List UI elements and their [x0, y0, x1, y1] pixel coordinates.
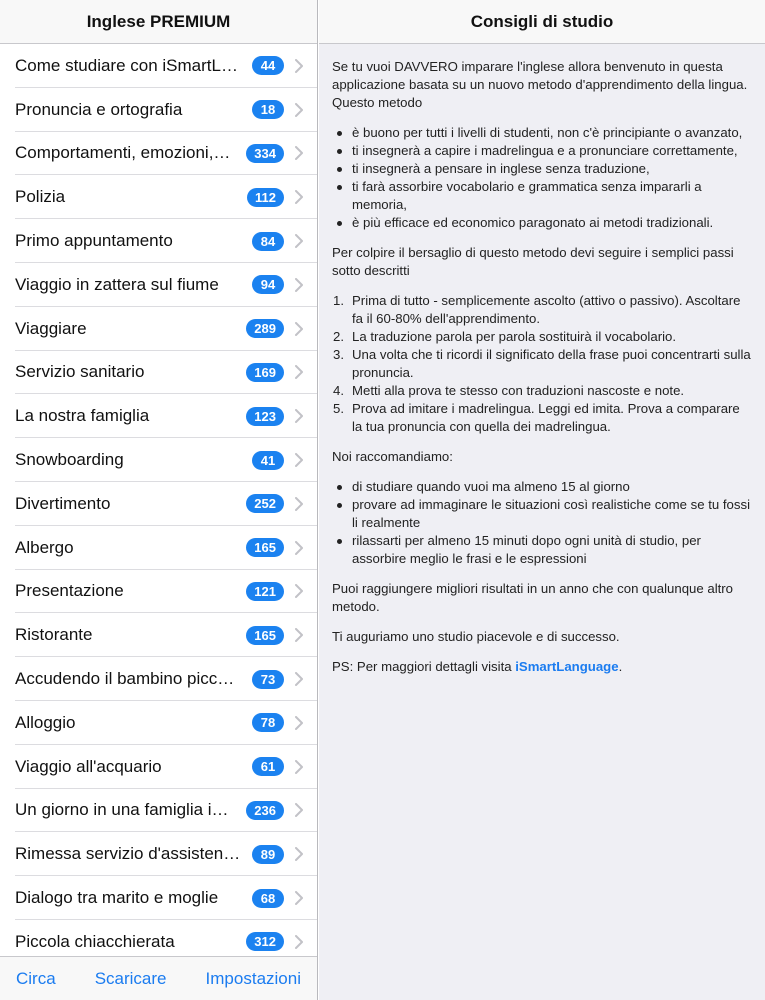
count-badge: 68: [252, 889, 284, 908]
chevron-right-icon: [294, 671, 304, 687]
chevron-right-icon: [294, 846, 304, 862]
topic-row[interactable]: [0, 789, 317, 833]
benefit-item: ti insegnerà a capire i madrelingua e a pronunciare correttamente,: [352, 142, 751, 160]
topic-row[interactable]: [0, 307, 317, 351]
detail-title: Consigli di studio: [319, 0, 765, 44]
topic-label: Albergo: [15, 537, 74, 557]
count-badge: 84: [252, 232, 284, 251]
chevron-right-icon: [294, 364, 304, 380]
topic-label: Viaggiare: [15, 318, 87, 338]
master-panel: [0, 0, 318, 1000]
topic-row[interactable]: [0, 526, 317, 570]
chevron-right-icon: [294, 715, 304, 731]
topic-label: Un giorno in una famiglia i…: [15, 800, 229, 820]
count-badge: 78: [252, 713, 284, 732]
chevron-right-icon: [294, 58, 304, 74]
count-badge: 73: [252, 670, 284, 689]
step-number: 2.: [333, 329, 344, 344]
topic-label: Piccola chiacchierata: [15, 931, 175, 951]
topic-label: Comportamenti, emozioni,…: [15, 143, 231, 163]
step-text: Una volta che ti ricordi il significato della frase puoi concentrarti sulla pronuncia.: [352, 347, 751, 380]
intro-paragraph: Se tu vuoi DAVVERO imparare l'inglese allora benvenuto in questa applicazione basata su un nuovo metodo d'apprendimento della lingua. Questo metodo: [332, 59, 748, 110]
topic-label: La nostra famiglia: [15, 406, 150, 426]
topic-label: Pronuncia e ortografia: [15, 99, 183, 119]
count-badge: 44: [252, 56, 284, 75]
topic-row[interactable]: [0, 613, 317, 657]
ps-suffix: .: [618, 659, 623, 674]
topic-row[interactable]: [0, 88, 317, 132]
benefits-list: [332, 124, 751, 232]
topic-label: Primo appuntamento: [15, 231, 173, 251]
topic-label: Presentazione: [15, 581, 124, 601]
topic-row[interactable]: [0, 832, 317, 876]
topic-row[interactable]: [0, 351, 317, 395]
topic-label: Rimessa servizio d'assisten…: [15, 844, 241, 864]
topic-label: Divertimento: [15, 493, 111, 513]
results-paragraph: Puoi raggiungere migliori risultati in un anno che con qualunque altro metodo.: [332, 581, 734, 614]
study-tips-content: [319, 44, 765, 676]
benefit-item: ti farà assorbire vocabolario e grammatica senza impararli a memoria,: [352, 178, 751, 214]
topic-row[interactable]: [0, 570, 317, 614]
step-number: 5.: [333, 401, 344, 416]
topic-row[interactable]: [0, 745, 317, 789]
chevron-right-icon: [294, 627, 304, 643]
count-badge: 41: [252, 451, 284, 470]
chevron-right-icon: [294, 102, 304, 118]
wish-paragraph: Ti auguriamo uno studio piacevole e di successo.: [332, 629, 620, 644]
steps-intro: Per colpire il bersaglio di questo metodo devi seguire i semplici passi sotto descritti: [332, 245, 734, 278]
topic-label: Viaggio in zattera sul fiume: [15, 274, 219, 294]
count-badge: 165: [246, 626, 284, 645]
chevron-right-icon: [294, 934, 304, 950]
recommendation-item: rilassarti per almeno 15 minuti dopo ogni unità di studio, per assorbire meglio le frasi e le espressioni: [352, 532, 751, 568]
count-badge: 121: [246, 582, 284, 601]
detail-panel: [319, 0, 765, 1000]
count-badge: 89: [252, 845, 284, 864]
topic-row[interactable]: [0, 132, 317, 176]
chevron-right-icon: [294, 759, 304, 775]
chevron-right-icon: [294, 189, 304, 205]
recommendation-item: di studiare quando vuoi ma almeno 15 al giorno: [352, 478, 751, 496]
recommendation-item: provare ad immaginare le situazioni così realistiche come se tu fossi li realmente: [352, 497, 751, 530]
settings-button[interactable]: Impostazioni: [205, 968, 301, 988]
chevron-right-icon: [294, 233, 304, 249]
topic-row[interactable]: [0, 920, 317, 956]
topic-label: Ristorante: [15, 625, 93, 645]
count-badge: 252: [246, 494, 284, 513]
topic-row[interactable]: [0, 219, 317, 263]
topic-row[interactable]: [0, 482, 317, 526]
chevron-right-icon: [294, 321, 304, 337]
topic-row[interactable]: [0, 876, 317, 920]
chevron-right-icon: [294, 540, 304, 556]
steps-list: [332, 292, 751, 436]
topic-label: Dialogo tra marito e moglie: [15, 888, 219, 908]
step-text: Metti alla prova te stesso con traduzioni nascoste e note.: [352, 383, 685, 398]
chevron-right-icon: [294, 145, 304, 161]
topic-label: Snowboarding: [15, 450, 124, 470]
topic-label: Viaggio all'acquario: [15, 756, 162, 776]
count-badge: 112: [247, 188, 284, 207]
topic-label: Accudendo il bambino picc…: [15, 669, 235, 689]
ps-prefix: PS: Per maggiori dettagli visita: [332, 659, 516, 674]
count-badge: 312: [246, 932, 284, 951]
download-button[interactable]: Scaricare: [94, 968, 167, 988]
benefit-item: ti insegnerà a pensare in inglese senza traduzione,: [352, 160, 751, 178]
chevron-right-icon: [294, 583, 304, 599]
benefit-item: è più efficace ed economico paragonato ai metodi tradizionali.: [352, 214, 751, 232]
topic-row[interactable]: [0, 44, 317, 88]
recommend-intro: Noi raccomandiamo:: [332, 449, 453, 464]
chevron-right-icon: [294, 277, 304, 293]
topic-row[interactable]: [0, 394, 317, 438]
topic-label: Alloggio: [15, 712, 76, 732]
count-badge: 236: [246, 801, 284, 820]
count-badge: 165: [246, 538, 284, 557]
count-badge: 123: [246, 407, 284, 426]
step-number: 1.: [333, 293, 344, 308]
count-badge: 334: [246, 144, 284, 163]
step-text: Prima di tutto - semplicemente ascolto (attivo o passivo). Ascoltare fa il 60-80% dell'apprendimento.: [352, 293, 741, 326]
master-title: Inglese PREMIUM: [0, 0, 317, 44]
count-badge: 94: [252, 275, 284, 294]
step-item: [333, 400, 751, 436]
count-badge: 18: [252, 100, 284, 119]
step-number: 4.: [333, 383, 344, 398]
step-text: La traduzione parola per parola sostituirà il vocabolario.: [352, 329, 677, 344]
topic-row[interactable]: [0, 263, 317, 307]
step-number: 3.: [333, 347, 344, 362]
topic-row[interactable]: [0, 438, 317, 482]
topic-label: Polizia: [15, 187, 66, 207]
topic-row[interactable]: [0, 175, 317, 219]
chevron-right-icon: [294, 452, 304, 468]
topic-row[interactable]: [0, 701, 317, 745]
topic-row[interactable]: [0, 657, 317, 701]
chevron-right-icon: [294, 496, 304, 512]
step-item: [333, 292, 751, 328]
step-item: [333, 382, 751, 400]
topic-label: Come studiare con iSmartL…: [15, 55, 238, 75]
step-text: Prova ad imitare i madrelingua. Leggi ed imita. Prova a comparare la tua pronuncia con quella dei madrelingua.: [352, 401, 740, 434]
benefit-item: è buono per tutti i livelli di studenti, non c'è principiante o avanzato,: [352, 124, 751, 142]
ps-paragraph: [332, 658, 751, 676]
step-item: [333, 328, 751, 346]
ismartlanguage-link[interactable]: iSmartLanguage: [515, 659, 619, 674]
topic-list[interactable]: [0, 44, 317, 956]
chevron-right-icon: [294, 890, 304, 906]
bottom-toolbar: [0, 956, 317, 1000]
count-badge: 61: [252, 757, 284, 776]
step-item: [333, 346, 751, 382]
topic-label: Servizio sanitario: [15, 362, 145, 382]
recommendations-list: [332, 478, 751, 568]
chevron-right-icon: [294, 408, 304, 424]
count-badge: 289: [246, 319, 284, 338]
count-badge: 169: [246, 363, 284, 382]
about-button[interactable]: Circa: [16, 968, 56, 988]
chevron-right-icon: [294, 802, 304, 818]
